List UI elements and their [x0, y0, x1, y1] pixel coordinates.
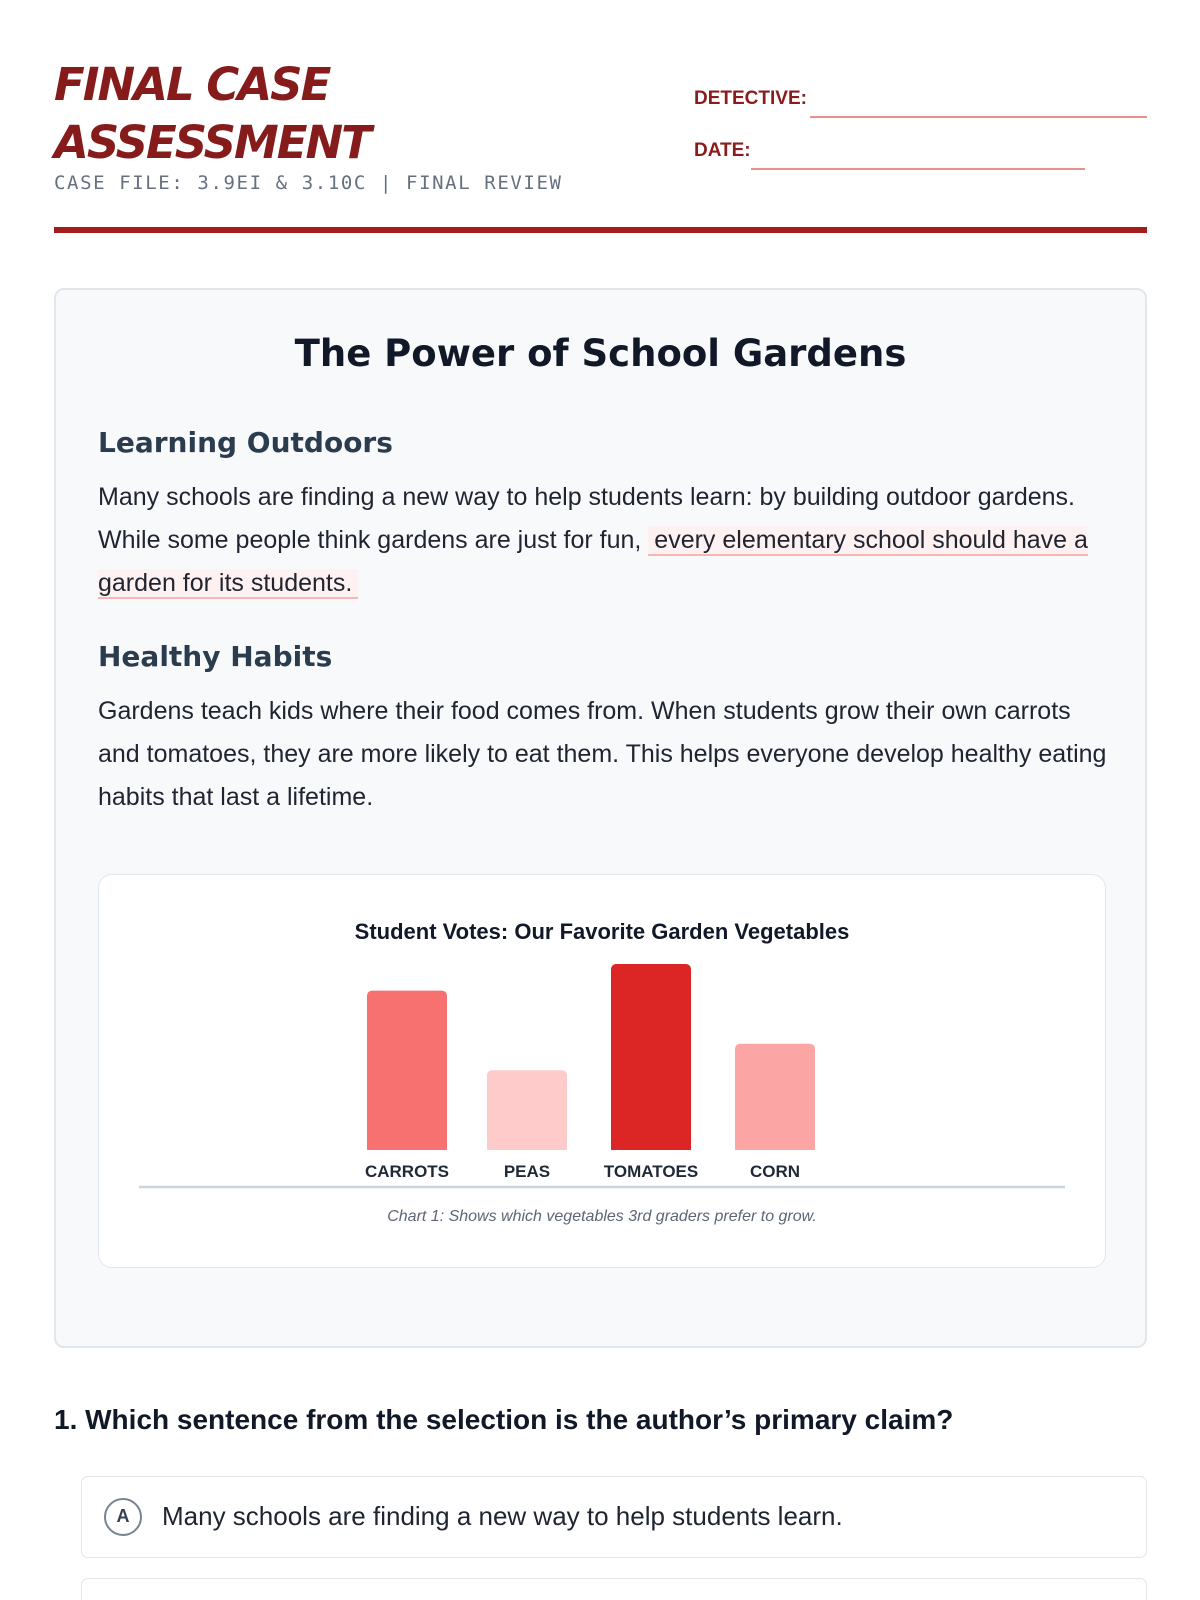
chart-title: Student Votes: Our Favorite Garden Vegetables	[354, 919, 850, 944]
bar-corn	[735, 1044, 815, 1154]
answer-option-b[interactable]	[81, 1578, 1147, 1600]
title-line-1: FINAL CASE	[54, 58, 330, 111]
paragraph-learning-outdoors	[98, 476, 1108, 605]
answer-option-a[interactable]	[81, 1476, 1147, 1558]
case-file-label: CASE FILE: 3.9EI & 3.10C | FINAL REVIEW	[54, 172, 563, 194]
paragraph-healthy-habits: Gardens teach kids where their food comes from. When students grow their own carrots and tomatoes, they are more likely to eat them. This helps everyone develop healthy eating habits that last a lifetime.	[98, 697, 1107, 811]
date-field[interactable]	[751, 168, 1085, 170]
highlighted-claim: every elementary school should have a garden for its students.	[98, 526, 1088, 597]
header-divider	[54, 227, 1147, 233]
category-label-tomatoes: TOMATOES	[603, 1162, 699, 1181]
worksheet-title	[54, 56, 370, 172]
detective-field[interactable]	[810, 116, 1147, 118]
bar-tomatoes	[611, 964, 691, 1154]
category-label-peas: PEAS	[503, 1162, 551, 1181]
title-line-2: ASSESSMENT	[54, 116, 370, 169]
worksheet-header	[54, 52, 1147, 234]
detective-label: DETECTIVE:	[694, 88, 807, 109]
vegetable-votes-chart	[98, 874, 1106, 1268]
paragraph-text: Many schools are finding a new way to help students learn: by building outdoor gardens. While some people think gardens are just for fun,	[98, 483, 1075, 554]
bar-peas	[487, 1070, 567, 1154]
question-1: 1. Which sentence from the selection is the author’s primary claim?	[54, 1404, 954, 1435]
bar-carrots	[367, 991, 447, 1154]
bar-base-mask	[366, 1150, 448, 1156]
date-label: DATE:	[694, 140, 751, 161]
passage-title: The Power of School Gardens	[294, 332, 907, 375]
bar-base-mask	[734, 1150, 816, 1156]
category-label-corn: CORN	[749, 1162, 801, 1181]
chart-caption: Chart 1: Shows which vegetables 3rd graders prefer to grow.	[387, 1208, 817, 1225]
category-label-carrots: CARROTS	[364, 1162, 450, 1181]
section-heading-healthy-habits: Healthy Habits	[98, 640, 333, 673]
option-letter-badge: A	[104, 1498, 142, 1536]
section-heading-learning-outdoors: Learning Outdoors	[98, 426, 393, 459]
option-text: Many schools are finding a new way to help students learn.	[162, 1501, 843, 1531]
bar-base-mask	[486, 1150, 568, 1156]
reading-passage	[54, 288, 1147, 1348]
bar-base-mask	[610, 1150, 692, 1156]
